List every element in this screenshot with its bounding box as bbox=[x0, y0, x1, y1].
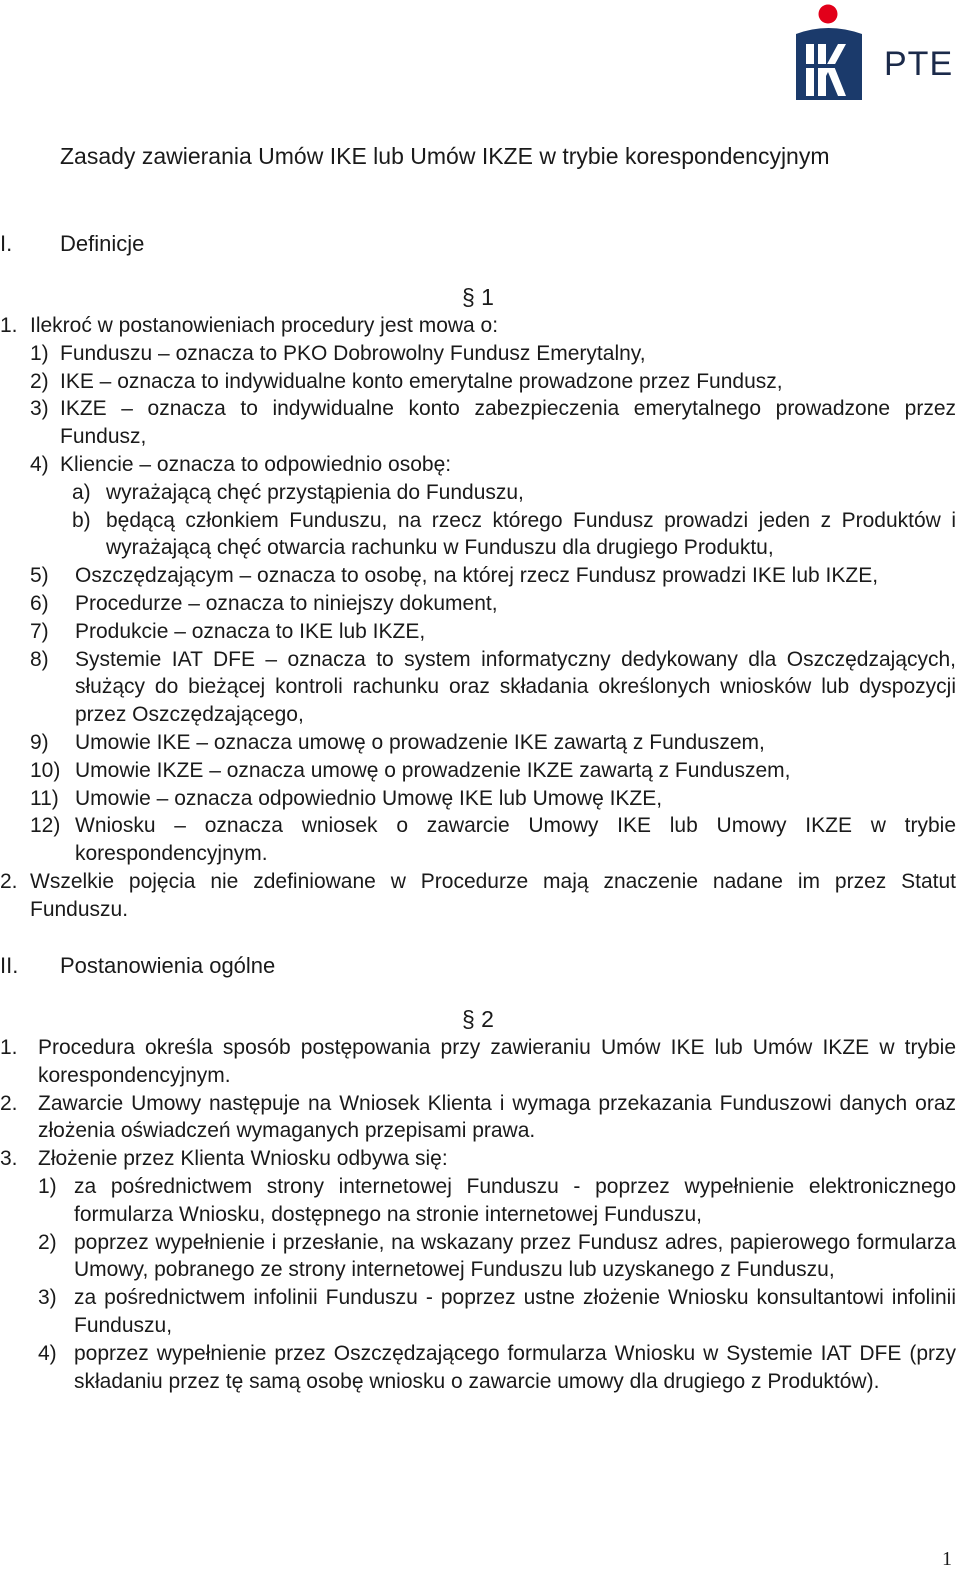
list-text: Umowie – oznacza odpowiednio Umowę IKE lub Umowę IKZE, bbox=[75, 786, 663, 810]
section-1-body bbox=[0, 312, 956, 924]
list-item bbox=[30, 757, 956, 785]
list-marker: 4) bbox=[38, 1341, 57, 1365]
list-marker: 4) bbox=[30, 452, 49, 476]
list-marker: b) bbox=[72, 508, 91, 532]
list-item bbox=[30, 812, 956, 868]
list-item bbox=[30, 785, 956, 813]
list-text: Wniosku – oznacza wniosek o zawarcie Umowy IKE lub Umowy IKZE w trybie korespondencyjnym. bbox=[75, 814, 956, 866]
pko-logo bbox=[790, 4, 954, 104]
list-marker: 1. bbox=[0, 1036, 18, 1059]
pko-emblem-icon bbox=[790, 4, 870, 104]
section-title: Definicje bbox=[60, 231, 145, 256]
list-marker: 3. bbox=[0, 1147, 18, 1171]
list-text: Systemie IAT DFE – oznacza to system informatyczny dedykowany dla Oszczędzających, służący do bieżącej kontroli rachunku oraz składania określonych wniosków lub dyspozycji przez Oszczędzającego, bbox=[75, 647, 956, 727]
list-text: IKE – oznacza to indywidualne konto emerytalne prowadzone przez Fundusz, bbox=[60, 369, 783, 393]
list-item bbox=[0, 1034, 956, 1090]
list-marker: 1) bbox=[38, 1174, 57, 1198]
list-marker: 2. bbox=[0, 1091, 18, 1115]
list-text: wyrażającą chęć przystąpienia do Funduszu, bbox=[106, 480, 524, 504]
list-text: poprzez wypełnienie i przesłanie, na wskazany przez Fundusz adres, papierowego formularza Umowy, pobranego ze strony internetowej Funduszu lub uzyskanego z Funduszu, bbox=[74, 1230, 956, 1282]
list-marker: 8) bbox=[30, 647, 49, 671]
section-heading-1 bbox=[0, 230, 144, 258]
list-item bbox=[0, 1145, 956, 1173]
list-text: Oszczędzającym – oznacza to osobę, na której rzecz Fundusz prowadzi IKE lub IKZE, bbox=[75, 564, 879, 588]
list-item bbox=[30, 368, 956, 396]
list-marker: 7) bbox=[30, 619, 49, 643]
list-text: będącą członkiem Funduszu, na rzecz którego Fundusz prowadzi jeden z Produktów i wyrażającą chęć otwarcia rachunku w Funduszu dla drugiego Produktu, bbox=[106, 508, 956, 560]
list-text: Zawarcie Umowy następuje na Wniosek Klienta i wymaga przekazania Funduszowi danych oraz złożenia oświadczeń wymaganych przepisami prawa. bbox=[38, 1091, 956, 1143]
list-item bbox=[38, 1229, 956, 1285]
section-number: II. bbox=[0, 953, 19, 978]
list-item bbox=[30, 729, 956, 757]
list-text: za pośrednictwem infolinii Funduszu - poprzez ustne złożenie Wniosku konsultantowi infolinii Funduszu, bbox=[74, 1286, 956, 1337]
list-marker: 6) bbox=[30, 591, 49, 615]
document-title: Zasady zawierania Umów IKE lub Umów IKZE w trybie korespondencyjnym bbox=[60, 143, 830, 169]
logo-text: PTE bbox=[884, 45, 954, 83]
list-item bbox=[30, 618, 956, 646]
list-marker: 5) bbox=[30, 564, 49, 588]
list-marker: 11) bbox=[30, 786, 59, 810]
section-heading-2 bbox=[0, 952, 275, 980]
list-text: poprzez wypełnienie przez Oszczędzającego formularza Wniosku w Systemie IAT DFE (przy składaniu przez tę samą osobę wniosku o zawarcie umowy dla drugiego z Produktów). bbox=[74, 1341, 956, 1393]
list-marker: 3) bbox=[38, 1286, 57, 1310]
list-item bbox=[30, 340, 956, 368]
list-item bbox=[30, 451, 956, 479]
list-marker: a) bbox=[72, 480, 91, 504]
list-text: Funduszu – oznacza to PKO Dobrowolny Fundusz Emerytalny, bbox=[60, 341, 646, 365]
list-text: Złożenie przez Klienta Wniosku odbywa się: bbox=[38, 1147, 448, 1171]
list-item bbox=[38, 1173, 956, 1229]
list-marker: 2) bbox=[38, 1230, 57, 1254]
section-number: I. bbox=[0, 231, 13, 256]
list-text: Kliencie – oznacza to odpowiednio osobę: bbox=[60, 452, 452, 476]
list-marker: 10) bbox=[30, 758, 61, 782]
list-text: Produkcie – oznacza to IKE lub IKZE, bbox=[75, 619, 426, 643]
page-number: 1 bbox=[942, 1548, 952, 1570]
paragraph-mark-1: § 1 bbox=[462, 284, 494, 310]
list-text: za pośrednictwem strony internetowej Funduszu - poprzez wypełnienie elektronicznego formularza Wniosku, dostępnego na stronie internetowej Funduszu, bbox=[74, 1174, 956, 1226]
list-item bbox=[38, 1340, 956, 1396]
list-item: 2. Wszelkie pojęcia nie zdefiniowane w Procedurze mają znaczenie nadane im przez Statut Funduszu. bbox=[0, 869, 956, 921]
section-title: Postanowienia ogólne bbox=[60, 953, 276, 978]
definitions-list bbox=[30, 562, 956, 868]
numbered-list bbox=[0, 1034, 956, 1173]
list-marker: 3) bbox=[30, 397, 49, 421]
list-item bbox=[30, 562, 956, 590]
sub-list bbox=[38, 1173, 956, 1395]
list-text: IKZE – oznacza to indywidualne konto zabezpieczenia emerytalnego prowadzone przez Fundusz, bbox=[60, 397, 956, 449]
list-text: Procedura określa sposób postępowania przy zawieraniu Umów IKE lub Umów IKZE w trybie korespondencyjnym. bbox=[38, 1036, 956, 1087]
definitions-list bbox=[30, 340, 956, 479]
list-item bbox=[0, 1090, 956, 1146]
list-item bbox=[72, 507, 956, 563]
list-item: 1. Ilekroć w postanowieniach procedury jest mowa o: bbox=[0, 314, 499, 337]
list-item bbox=[30, 590, 956, 618]
list-item bbox=[30, 395, 956, 451]
list-item bbox=[30, 646, 956, 729]
sub-list bbox=[72, 479, 956, 562]
list-item bbox=[38, 1284, 956, 1340]
list-marker: 1) bbox=[30, 341, 49, 365]
list-marker: 9) bbox=[30, 730, 49, 754]
list-text: Umowie IKE – oznacza umowę o prowadzenie IKE zawartą z Funduszem, bbox=[75, 730, 765, 754]
section-2-body bbox=[0, 1034, 956, 1395]
paragraph-mark-2: § 2 bbox=[462, 1006, 494, 1032]
list-text: Procedurze – oznacza to niniejszy dokument, bbox=[75, 591, 498, 615]
list-marker: 12) bbox=[30, 814, 61, 838]
list-text: Umowie IKZE – oznacza umowę o prowadzenie IKZE zawartą z Funduszem, bbox=[75, 758, 791, 782]
list-item bbox=[72, 479, 956, 507]
list-marker: 2) bbox=[30, 369, 49, 393]
